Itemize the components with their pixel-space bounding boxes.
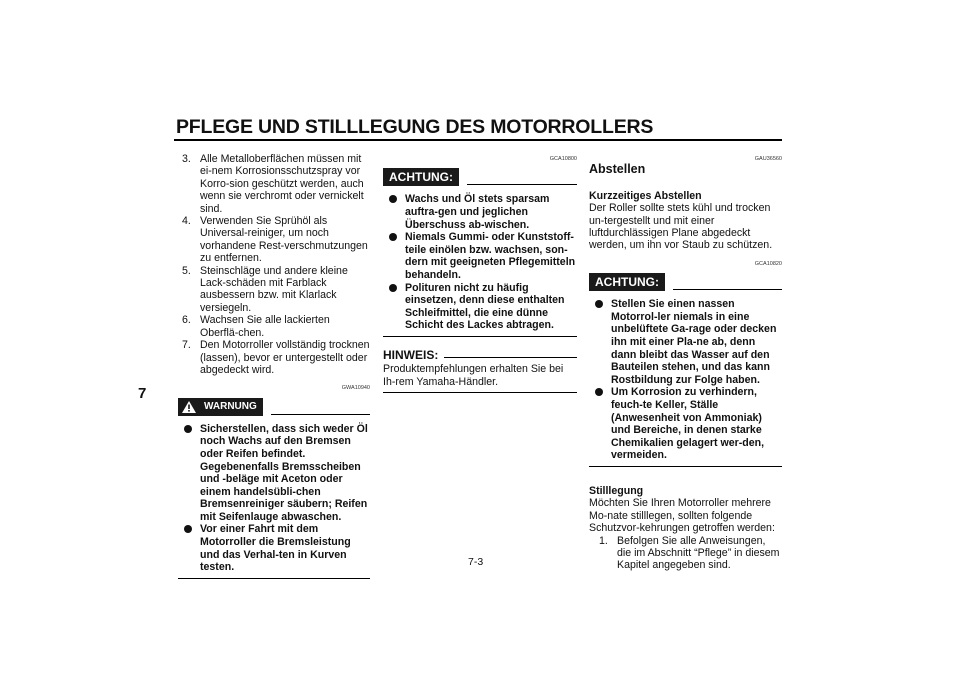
note-rule — [444, 357, 577, 358]
page-number: 7-3 — [468, 556, 484, 568]
section-title: Abstellen — [589, 162, 646, 177]
warning-badge — [178, 398, 263, 416]
caution-box — [383, 167, 577, 337]
bullet-icon — [389, 233, 397, 241]
column-3 — [589, 153, 782, 572]
warning-triangle-icon — [182, 401, 196, 413]
bullet-icon — [389, 284, 397, 292]
section-code: GAU36560 — [754, 156, 782, 162]
list-item: 7. Den Motorroller vollständig trocknen (lassen), bevor er untergestellt oder abgedeckt wird. — [182, 339, 370, 376]
caution-badge: ACHTUNG: — [589, 273, 665, 291]
caution-badge: ACHTUNG: — [383, 168, 459, 186]
note-header — [383, 349, 577, 361]
care-steps-list — [178, 153, 370, 376]
list-item: Sicherstellen, dass sich weder Öl noch Wachs auf den Bremsen oder Reifen befindet. Gegebenenfalls Bremsscheiben und -beläge mit Aceton oder einem handelsübli-chen Bremsenreiniger säubern; Reifen mit Seifenlauge abwaschen. — [178, 423, 370, 524]
header-rule — [174, 139, 782, 141]
list-item: Polituren nicht zu häufig einsetzen, denn diese enthalten Schleifmittel, die eine dünne Schicht des Lackes abtragen. — [383, 282, 577, 332]
subsection-title-storage: Stilllegung — [589, 484, 644, 497]
storage-steps-list — [595, 535, 782, 572]
badge-rule — [467, 184, 577, 185]
caution-list — [383, 193, 577, 332]
list-item: Stellen Sie einen nassen Motorrol-ler niemals in eine unbelüftete Ga-rage oder decken ihn mit einer Pla-ne ab, denn dann bleibt das Wasser auf den Bauteilen stehen, und das kann Rostbildung zur Folge haben. — [589, 298, 782, 386]
badge-rule — [673, 289, 782, 290]
caution-code: GCA10820 — [754, 260, 782, 267]
bullet-icon — [595, 300, 603, 308]
bullet-icon — [595, 388, 603, 396]
bullet-icon — [389, 195, 397, 203]
note-text: Produktempfehlungen erhalten Sie bei Ih-rem Yamaha-Händler. — [383, 363, 577, 393]
list-item: 4. Verwenden Sie Sprühöl als Universal-reiniger, um noch vorhandene Rest-verschmutzungen zu entfernen. — [182, 215, 368, 265]
column-1 — [178, 153, 370, 579]
list-item: Niemals Gummi- oder Kunststoff-teile einölen bzw. wachsen, son-dern mit geeigneten Pflegemitteln behandeln. — [383, 231, 577, 281]
list-item: Wachs und Öl stets sparsam auftra-gen und jeglichen Überschuss ab-wischen. — [383, 193, 577, 231]
badge-rule — [271, 414, 370, 415]
list-item: Vor einer Fahrt mit dem Motorroller die Bremsleistung und das Verhal-ten in Kurven testen. — [178, 523, 370, 573]
caution-list — [589, 298, 782, 462]
page-header-title: PFLEGE UND STILLLEGUNG DES MOTORROLLERS — [176, 116, 654, 138]
list-item: 6. Wachsen Sie alle lackierten Oberflä-chen. — [182, 314, 330, 339]
warning-box — [178, 397, 370, 579]
list-item: 3. Alle Metalloberflächen müssen mit ei-nem Korrosionsschutzspray vor Korro-sion geschützt werden, auch wenn sie verchromt oder vernickelt sind. — [182, 153, 364, 215]
bullet-icon — [184, 525, 192, 533]
list-item: Um Korrosion zu verhindern, feuch-te Keller, Ställe (Anwesenheit von Ammoniak) und Bereiche, in denen starke Chemikalien gelagert wer-den, vermeiden. — [589, 386, 782, 462]
paragraph: Möchten Sie Ihren Motorroller mehrere Mo-nate stilllegen, sollten folgende Schutzvor-kehrungen getroffen werden: — [589, 497, 775, 535]
note-label: HINWEIS: — [383, 347, 439, 362]
list-item: 5. Steinschläge und andere kleine Lack-schäden mit Farblack ausbessern bzw. mit Klarlack versiegeln. — [182, 264, 348, 314]
paragraph: Der Roller sollte stets kühl und trocken un-tergestellt und mit einer luftdurchlässigen Plane abgedeckt werden, um ihn vor Staub zu schützen. — [589, 202, 773, 252]
caution-code: GCA10800 — [549, 156, 577, 162]
warning-code: GWA10940 — [341, 385, 370, 392]
column-2 — [383, 153, 577, 393]
warning-list — [178, 423, 370, 574]
list-item: 1. Befolgen Sie alle Anweisungen, die im Abschnitt “Pflege” in diesem Kapitel angegeben sind. — [599, 534, 780, 572]
bullet-icon — [184, 425, 192, 433]
chapter-tab: 7 — [138, 385, 147, 402]
subsection-title-short-storage: Kurzzeitiges Abstellen — [589, 189, 702, 202]
caution-box — [589, 272, 782, 467]
warning-label: WARNUNG — [204, 400, 257, 412]
